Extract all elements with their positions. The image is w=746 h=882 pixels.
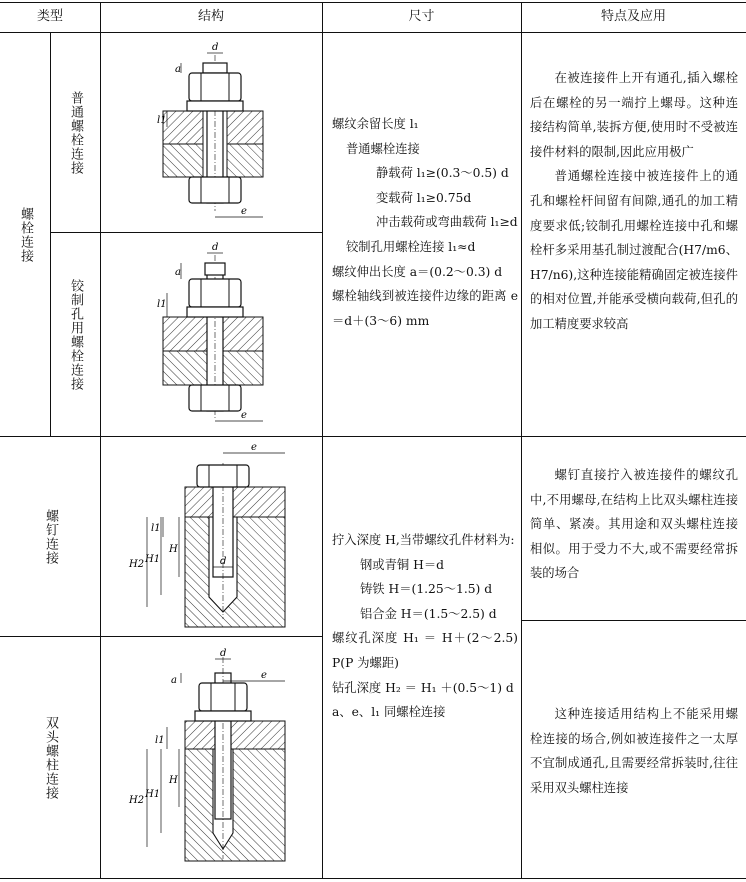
group-label-stud	[0, 637, 100, 878]
dim-d-label-2: d	[212, 242, 219, 253]
dim-l1-label-4: l1	[155, 735, 165, 746]
dim-H2-label-4: H2	[129, 795, 145, 806]
features-bolt-block	[530, 66, 738, 337]
vertical-label-text: 双头螺柱连接	[43, 715, 58, 800]
dim-a-label-2: a	[175, 267, 181, 278]
dim-e-label-3: e	[251, 442, 257, 453]
table-bottom-border	[0, 878, 746, 879]
size-bolt-line-1: 普通螺栓连接	[346, 141, 420, 156]
size-screw-line-1: 钢或青铜 H＝d	[360, 557, 444, 572]
dim-H2-label-3: H2	[129, 559, 145, 570]
dim-H-label-3: H	[169, 544, 178, 555]
group-label-bolt	[0, 33, 50, 436]
header-structure: 结构	[197, 9, 224, 24]
size-screw-line-5: 钻孔深度 H₂ ＝ H₁ ＋(0.5～1) d	[332, 680, 514, 695]
size-bolt-line-2: 静载荷 l₁≥(0.3～0.5) d	[376, 166, 509, 181]
subtype-label-reamed	[50, 233, 100, 436]
features-bolt-para-0: 在被连接件上开有通孔,插入螺栓后在螺栓的另一端拧上螺母。这种连接结构简单,装拆方便,使用时不受被连接件材料的限制,因此应用极广	[530, 71, 738, 159]
dim-l1-label-3: l1	[151, 523, 161, 534]
size-screw-line-3: 铝合金 H＝(1.5～2.5) d	[360, 606, 497, 621]
features-stud-block	[530, 702, 738, 800]
features-stud-para: 这种连接适用结构上不能采用螺栓连接的场合,例如被连接件之一太厚不宜制成通孔,且需要经常拆装时,往往采用双头螺柱连接	[530, 707, 738, 795]
size-bolt-line-7: 螺栓轴线到被连接件边缘的距离 e＝d＋(3～6) mm	[332, 289, 518, 328]
header-size: 尺寸	[408, 9, 435, 24]
vertical-label-text: 螺钉连接	[43, 508, 58, 565]
size-screw-line-2: 铸铁 H＝(1.25～1.5) d	[360, 582, 493, 597]
group-label-screw	[0, 437, 100, 636]
dim-e-label-1: e	[241, 206, 247, 217]
dim-e-label-4: e	[261, 670, 267, 681]
dim-H-label-4: H	[169, 775, 178, 786]
size-column-divider	[521, 2, 522, 878]
size-bolt-line-6: 螺纹伸出长度 a＝(0.2～0.3) d	[332, 264, 503, 279]
reamed-bolt-drawing	[101, 233, 322, 436]
size-bolt-line-4: 冲击载荷或弯曲载荷 l₁≥d	[376, 215, 518, 230]
size-bolt-line-3: 变载荷 l₁≥0.75d	[376, 190, 472, 205]
structure-column-divider	[322, 2, 323, 878]
vertical-label-text: 螺栓连接	[18, 206, 33, 263]
size-screw-line-6: a、e、l₁ 同螺栓连接	[332, 705, 446, 720]
dim-d-label-3: d	[220, 556, 227, 567]
header-features: 特点及应用	[600, 9, 666, 24]
dim-d-label-4: d	[220, 648, 227, 659]
dim-a-label-1: a	[175, 64, 181, 75]
dim-H1-label-4: H1	[145, 789, 161, 800]
size-screw-block	[332, 528, 518, 725]
common-bolt-drawing	[101, 33, 322, 232]
size-screw-line-4: 螺纹孔深度 H₁ ＝ H＋(2～2.5) P(P 为螺距)	[332, 631, 518, 670]
size-bolt-line-0: 螺纹余留长度 l₁	[332, 117, 419, 131]
screw-stud-divider-right	[521, 620, 746, 621]
size-bolt-line-5: 铰制孔用螺栓连接 l₁≈d	[346, 239, 476, 254]
dim-l1-label-2: l1	[157, 299, 167, 310]
header-type: 类型	[36, 9, 63, 24]
vertical-label-text: 铰制孔用螺栓连接	[68, 278, 83, 391]
subtype-label-common	[50, 33, 100, 232]
features-screw-para: 螺钉直接拧入被连接件的螺纹孔中,不用螺母,在结构上比双头螺柱连接简单、紧凑。其用途和双头螺柱连接相似。用于受力不大,或不需要经常拆装的场合	[530, 468, 738, 581]
dim-d-label-1: d	[212, 42, 219, 53]
vertical-label-text: 普通螺栓连接	[68, 90, 83, 175]
size-bolt-block	[332, 112, 518, 333]
features-bolt-para-1: 普通螺栓连接中被连接件上的通孔和螺栓杆间留有间隙,通孔的加工精度要求低;铰制孔用螺栓连接中孔和螺栓杆多采用基孔制过渡配合(H7/m6、H7/n6),这种连接能精确固定被连接件的相对位置,并能承受横向载荷,但孔的加工精度要求较高	[530, 169, 738, 331]
dim-l1-label-1: l1	[157, 115, 167, 126]
stud-drawing	[101, 637, 322, 878]
dim-a-label-4: a	[171, 675, 177, 686]
dim-e-label-2: e	[241, 410, 247, 421]
size-screw-line-0: 拧入深度 H,当带螺纹孔件材料为:	[332, 533, 515, 547]
features-screw-block	[530, 463, 738, 586]
dim-H1-label-3: H1	[145, 554, 161, 565]
screw-drawing	[101, 437, 322, 636]
